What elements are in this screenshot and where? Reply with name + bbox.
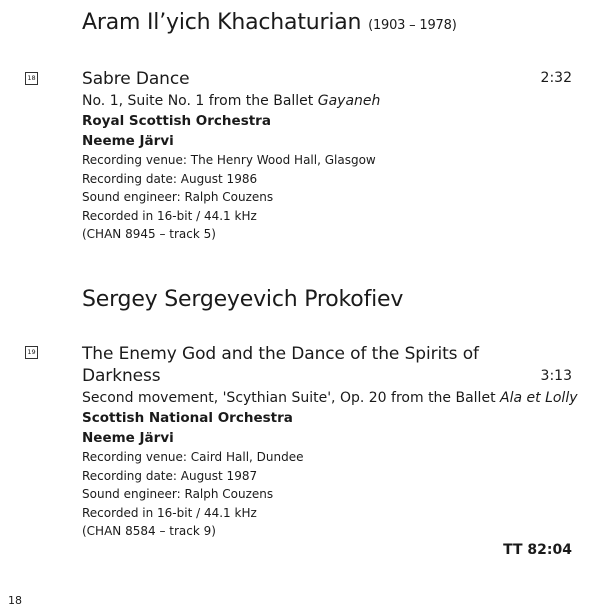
orchestra: Royal Scottish Orchestra (82, 113, 271, 129)
composer-dates: (1903 – 1978) (368, 18, 457, 33)
ballet-name: Gayaneh (317, 93, 381, 109)
recording-venue: Recording venue: The Henry Wood Hall, Glasgow (82, 153, 376, 167)
work-subtitle-text: No. 1, Suite No. 1 from the Ballet (82, 93, 318, 109)
work-subtitle-text: Second movement, 'Scythian Suite', Op. 20 from the Ballet (82, 390, 501, 406)
conductor: Neeme Järvi (82, 133, 174, 149)
work-title-line: The Enemy God and the Dance of the Spirits of (82, 344, 479, 364)
composer-name: Aram Il’yich Khachaturian (82, 10, 362, 35)
page-number: 18 (8, 594, 22, 607)
total-time: TT 82:04 (503, 542, 572, 558)
conductor: Neeme Järvi (82, 430, 174, 446)
composer-heading (82, 287, 403, 312)
work-subtitle (82, 388, 578, 408)
track-number-box: 19 (25, 346, 38, 359)
sound-engineer: Sound engineer: Ralph Couzens (82, 487, 274, 502)
recording-format: Recorded in 16-bit / 44.1 kHz (82, 208, 257, 223)
ballet-name: Ala et Lolly (500, 390, 578, 406)
recording-venue: Recording venue: Caird Hall, Dundee (82, 450, 304, 464)
recording-info (82, 151, 376, 244)
recording-date: Recording date: August 1987 (82, 468, 258, 483)
composer-name: Sergey Sergeyevich Prokofiev (82, 287, 404, 312)
catalogue-reference: (CHAN 8584 – track 9) (82, 524, 216, 539)
work-title-line: Darkness (82, 366, 161, 386)
work-title: Sabre Dance (82, 69, 190, 89)
work-title (82, 343, 479, 387)
track-duration: 2:32 (540, 70, 572, 86)
recording-date: Recording date: August 1986 (82, 171, 258, 186)
work-subtitle (82, 91, 380, 111)
orchestra: Scottish National Orchestra (82, 410, 293, 426)
track-number-box: 18 (25, 72, 38, 85)
composer-heading (82, 10, 457, 35)
recording-format: Recorded in 16-bit / 44.1 kHz (82, 505, 257, 520)
track-duration: 3:13 (540, 368, 572, 384)
recording-info (82, 448, 304, 541)
catalogue-reference: (CHAN 8945 – track 5) (82, 227, 216, 242)
sound-engineer: Sound engineer: Ralph Couzens (82, 190, 274, 205)
